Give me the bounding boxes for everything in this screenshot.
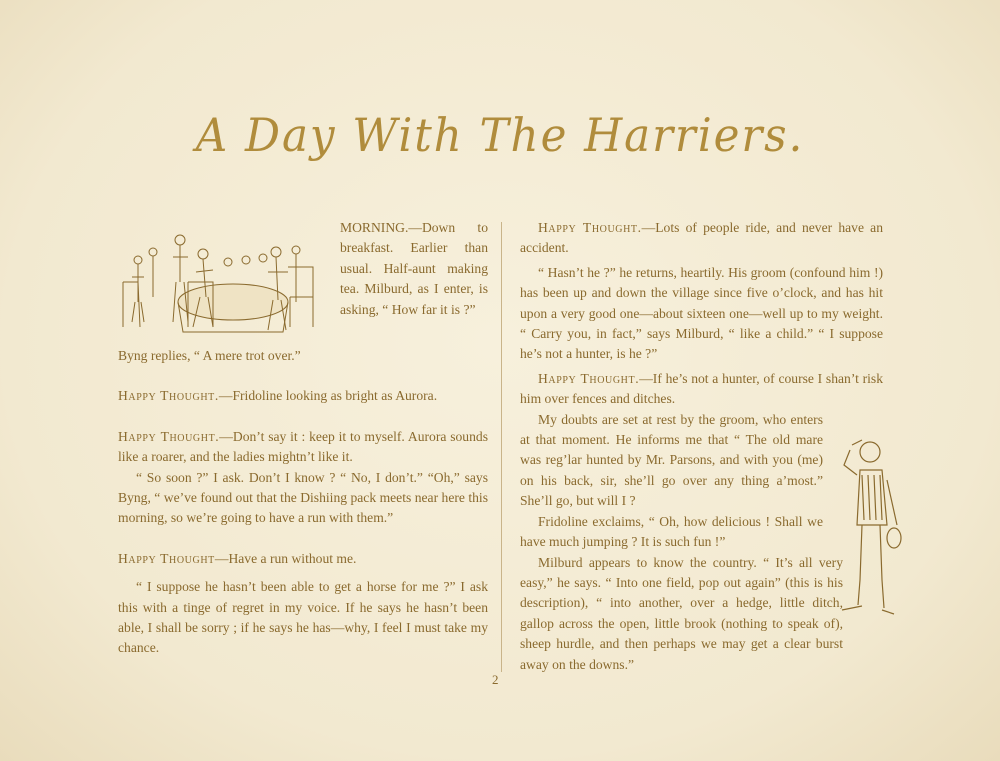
happy-thought-text: —Fridoline looking as bright as Aurora.: [218, 388, 438, 404]
column-divider: [501, 222, 502, 672]
left-column: [118, 346, 488, 659]
right-paragraph-1: “ Hasn’t he ?” he returns, heartily. His groom (confound him !) has been up and down the village since five o’clock, and has hit upon a very good one—about sixteen one—well up to my weight. “ Carry you, in fact,” says Milburd, “ like a child.” “ I suppose he’s not a hunter, is he ?”: [520, 264, 883, 362]
happy-thought-label: Happy Thought.: [118, 428, 220, 444]
right-paragraph-4: Milburd appears to know the country. “ It’s all very easy,” he says. “ Into one field, pop out again” (this is his description), “ into another, over a hedge, little ditch, gallop across the open, little brook (nothing to speak of), sheep hurdle, and then perhaps we may get a clear burst away on the downs.”: [520, 554, 843, 672]
page-number: 2: [492, 672, 499, 687]
right-happy-thought-1: [520, 218, 883, 259]
right-happy-thought-2: [520, 369, 883, 410]
right-paragraph-2: My doubts are set at rest by the groom, who enters at that moment. He informs me that “ The old mare was reg’lar hunted by Mr. Parsons, and with you (me) on his back, sir, she’ll go over any thing a’most.” She’ll go, but will I ?: [520, 411, 823, 509]
right-paragraph-3: Fridoline exclaims, “ Oh, how delicious ! Shall we have much jumping ? It is such fun !”: [520, 513, 823, 550]
left-paragraph-3: “ I suppose he hasn’t been able to get a horse for me ?” I ask this with a tinge of regret in my voice. If he says he hasn’t been able, I shall be sorry ; if he says he has—why, I feel I must take my chance.: [118, 579, 488, 656]
happy-thought-text: —Don’t say it : keep it to myself. Aurora sounds like a roarer, and the ladies mightn’t like it.: [118, 428, 488, 465]
left-happy-thought-2: [118, 427, 488, 468]
page-title: A Day With The Harriers.: [195, 108, 805, 162]
groom-illustration: [832, 430, 904, 630]
right-column: [520, 218, 883, 675]
happy-thought-text: —Have a run without me.: [214, 550, 357, 566]
happy-thought-text: —If he’s not a hunter, of course I shan’t risk him over fences and ditches.: [520, 370, 884, 407]
happy-thought-label: Happy Thought: [118, 550, 215, 566]
happy-thought-label: Happy Thought.: [538, 220, 642, 235]
intro-text: MORNING.—Down to breakfast. Earlier than usual. Half-aunt making tea. Milburd, as I enter, is asking, “ How far it is ?”: [340, 220, 488, 317]
left-happy-thought-1: [118, 386, 488, 406]
left-paragraph-2: “ So soon ?” I ask. Don’t I know ? “ No, I don’t.” “Oh,” says Byng, “ we’ve found out that the Dishiing pack meets near here this morning, so we’re going to have a run with them.”: [118, 469, 488, 526]
happy-thought-label: Happy Thought.: [118, 388, 219, 404]
breakfast-illustration: [118, 222, 332, 340]
happy-thought-text: —Lots of people ride, and never have an accident.: [520, 220, 884, 256]
intro-paragraph: [340, 218, 488, 320]
left-paragraph-1: Byng replies, “ A mere trot over.”: [118, 348, 301, 363]
left-happy-thought-3: [118, 549, 488, 569]
happy-thought-label: Happy Thought.: [538, 370, 640, 386]
